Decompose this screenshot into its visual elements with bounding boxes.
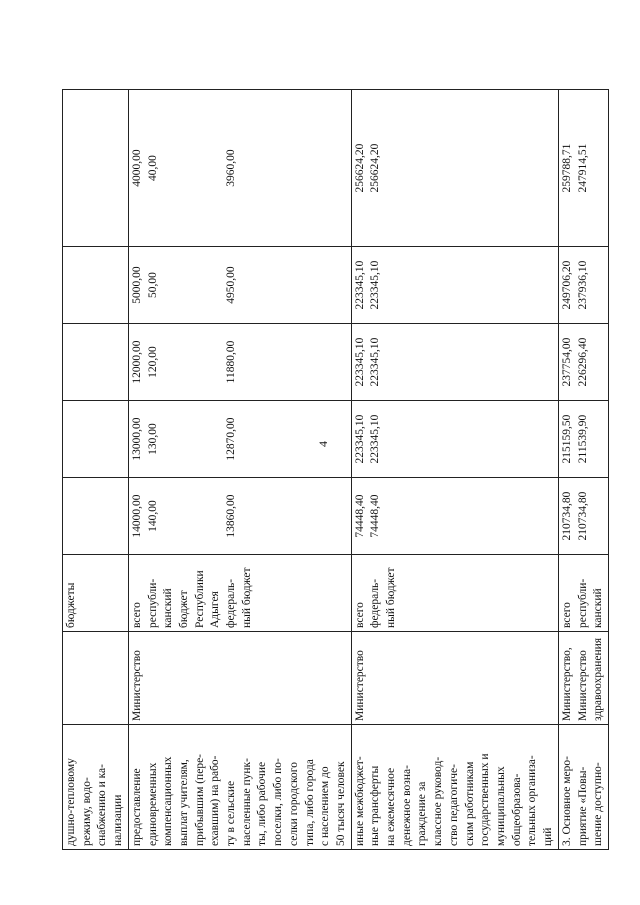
amount-value [208, 93, 224, 243]
amount-value: 5000,00 [130, 266, 143, 304]
amount-cell [128, 478, 351, 555]
amount-value: 223345,10 [369, 414, 382, 464]
amount-cell [128, 324, 351, 401]
amount-cell [128, 401, 351, 478]
rotated-sheet [62, 90, 605, 850]
amount-value: 4950,00 [225, 266, 238, 304]
source-cell: всего федераль- ный бюджет [351, 555, 558, 632]
amount-value: 3960,00 [225, 149, 238, 187]
amount-value [208, 404, 224, 474]
amount-value: 12000,00 [130, 340, 143, 384]
amount-value: 237936,10 [576, 260, 589, 310]
amount-value: 130,00 [146, 423, 159, 455]
measure-cell: предоставление единовременных компенсационных выплат учителям, прибывшим (пере- ехавшим) на рабо- ту в сельские населенные пунк- ты, либо рабочие поселки, либо по- селки городского типа, либо города с населением до 50 тысяч человек [128, 725, 351, 850]
amount-cell [63, 324, 129, 401]
amount-cell [558, 324, 608, 401]
amount-value: 74448,40 [369, 494, 382, 538]
amount-value [161, 93, 177, 243]
amount-cell [63, 247, 129, 324]
page-number: 4 [316, 441, 330, 447]
amount-value: 40,00 [146, 155, 159, 181]
amount-value: 256624,20 [353, 143, 366, 193]
amount-value [161, 481, 177, 551]
source-cell: всего республи- канский [558, 555, 608, 632]
amount-value: 120,00 [146, 346, 159, 378]
amount-cell [558, 90, 608, 247]
amount-value: 215159,50 [560, 414, 573, 464]
amount-value [208, 481, 224, 551]
amount-value: 211539,90 [576, 414, 589, 464]
amount-value [161, 250, 177, 320]
amount-value: 210734,80 [576, 491, 589, 541]
executor-cell: Министерство [128, 632, 351, 725]
amount-cell [63, 90, 129, 247]
amount-cell [558, 401, 608, 478]
amount-value: 226296,40 [576, 337, 589, 387]
executor-cell: Министерство [351, 632, 558, 725]
amount-cell [351, 247, 558, 324]
amount-value: 74448,40 [353, 494, 366, 538]
amount-value: 13860,00 [225, 494, 238, 538]
amount-value [177, 404, 193, 474]
measure-cell: душно-тепловому режиму, водо- снабжению и ка- нализации [63, 725, 129, 850]
amount-value [177, 250, 193, 320]
amount-value: 223345,10 [353, 414, 366, 464]
amount-value: 50,00 [146, 272, 159, 298]
rotated-table-wrap [62, 90, 605, 850]
amount-value: 210734,80 [560, 491, 573, 541]
table-row [128, 90, 351, 850]
program-funding-table [62, 89, 609, 850]
table-row [558, 90, 608, 850]
amount-cell [351, 324, 558, 401]
amount-value [193, 250, 209, 320]
amount-value: 223345,10 [353, 260, 366, 310]
amount-value [161, 404, 177, 474]
measure-cell: иные межбюджет- ные трансферты на ежемесячное денежное возна- граждение за классное руковод- ство педагогиче- ским работникам государственных и муниципальных общеобразова- тельных организа- ций [351, 725, 558, 850]
amount-value [193, 481, 209, 551]
amount-value [208, 327, 224, 397]
amount-cell [558, 247, 608, 324]
table-row [63, 90, 129, 850]
amount-value: 247914,51 [576, 143, 589, 193]
amount-cell [128, 90, 351, 247]
amount-cell [63, 401, 129, 478]
amount-value: 223345,10 [369, 260, 382, 310]
amount-cell [558, 478, 608, 555]
executor-cell: Министерство, Министерство здравоохранения [558, 632, 608, 725]
amount-value: 259788,71 [560, 143, 573, 193]
amount-value: 13000,00 [130, 417, 143, 461]
amount-value: 223345,10 [353, 337, 366, 387]
source-cell: всего республи- канский бюджет Республики Адыгея федераль- ный бюджет [128, 555, 351, 632]
amount-value [193, 93, 209, 243]
amount-value: 249706,20 [560, 260, 573, 310]
amount-value: 256624,20 [369, 143, 382, 193]
amount-cell [128, 247, 351, 324]
amount-cell [351, 401, 558, 478]
amount-value [161, 327, 177, 397]
amount-value [193, 327, 209, 397]
measure-cell: 3. Основное меро- приятие «Повы- шение доступно- [558, 725, 608, 850]
amount-value: 237754,00 [560, 337, 573, 387]
amount-value: 223345,10 [369, 337, 382, 387]
amount-value: 12870,00 [225, 417, 238, 461]
amount-value: 140,00 [146, 500, 159, 532]
amount-value: 14000,00 [130, 494, 143, 538]
amount-cell [63, 478, 129, 555]
executor-cell [63, 632, 129, 725]
amount-cell [351, 90, 558, 247]
amount-value [193, 404, 209, 474]
amount-cell [351, 478, 558, 555]
table-row [351, 90, 558, 850]
amount-value [208, 250, 224, 320]
amount-value: 4000,00 [130, 149, 143, 187]
amount-value [177, 481, 193, 551]
source-cell: бюджеты [63, 555, 129, 632]
amount-value: 11880,00 [225, 340, 238, 384]
amount-value [177, 93, 193, 243]
amount-value [177, 327, 193, 397]
